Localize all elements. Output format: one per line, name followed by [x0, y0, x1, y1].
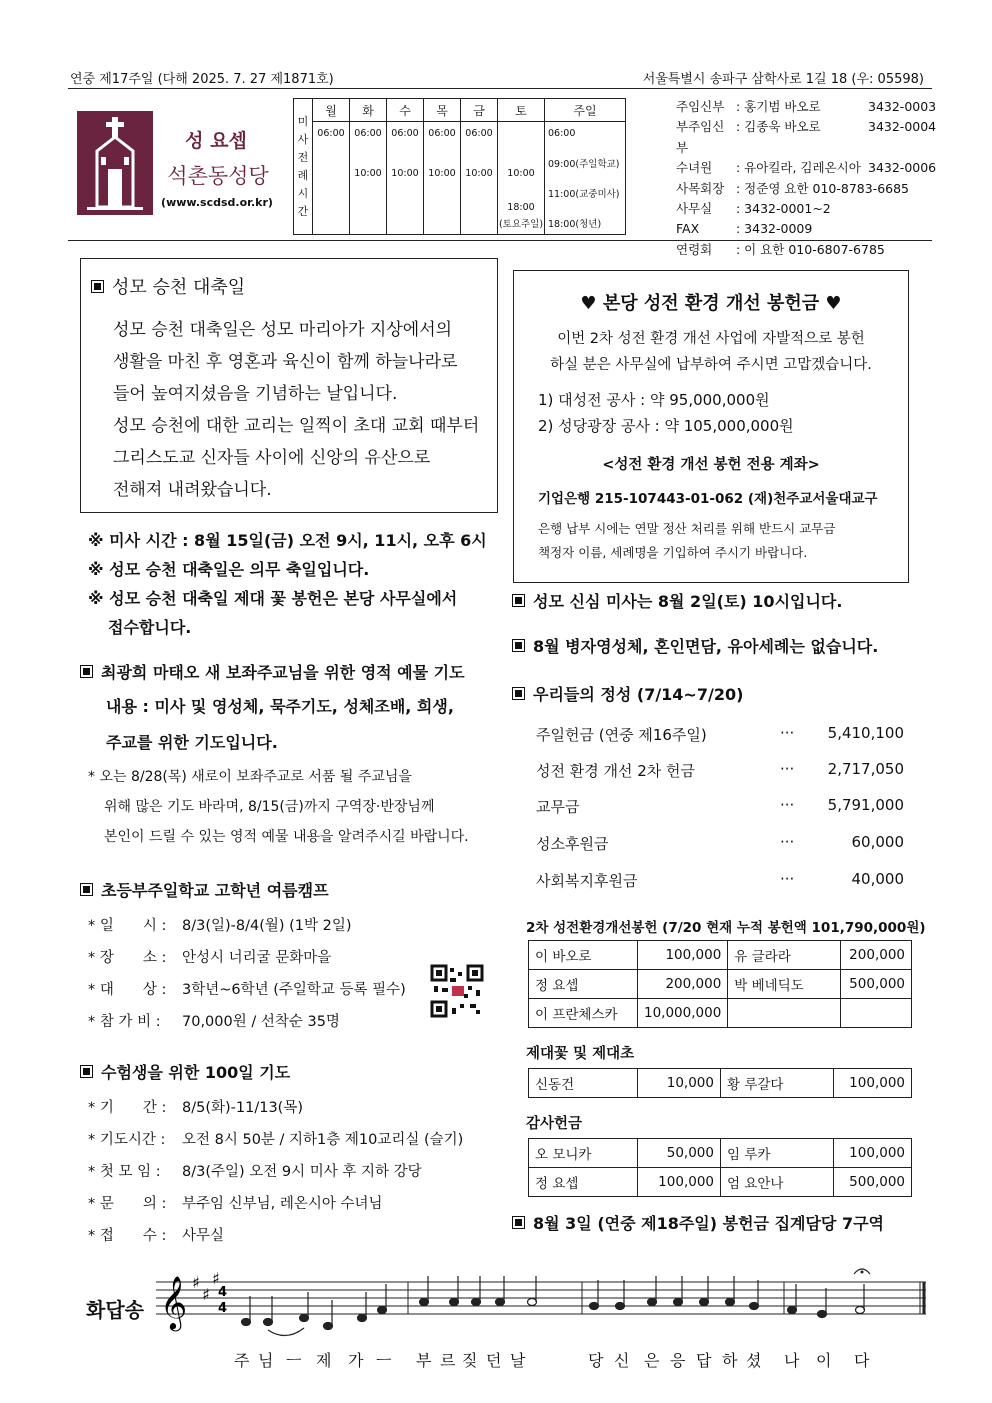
donation-note: 책정자 이름, 세례명을 기입하여 주시기 바랍니다.: [538, 545, 808, 560]
offering-dots: ···: [780, 833, 795, 851]
collection-duty: 8월 3일 (연중 제18주일) 봉헌금 집계담당 7구역: [512, 1211, 884, 1234]
offering-dots: ···: [780, 760, 795, 778]
svg-text:♯: ♯: [212, 1269, 220, 1288]
donation-item: 2) 성당광장 공사 : 약 105,000,000원: [538, 417, 794, 435]
assumption-line: 생활을 마친 후 영혼과 육신이 함께 하늘나라로: [113, 352, 458, 372]
assumption-note: ※ 성모 승천 대축일 제대 꽃 봉헌은 본당 사무실에서: [88, 589, 458, 608]
schedule-side-label: 미 사 전 례 시 간: [294, 99, 313, 235]
camp-item: * 대 상 : 3학년~6학년 (주일학교 등록 필수): [88, 982, 406, 998]
day-mon: 월: [313, 99, 350, 122]
issue-info: 연중 제17주일 (다해 2025. 7. 27 제1871호): [70, 72, 334, 87]
assumption-note: ※ 성모 승천 대축일은 의무 축일입니다.: [88, 560, 370, 579]
table-row: 정 요셉 200,000 박 베네딕도 500,000: [529, 970, 912, 999]
env-gift-table: [528, 940, 912, 1028]
notice-marian-mass: 성모 신심 미사는 8월 2일(토) 10시입니다.: [512, 589, 842, 612]
thanks-title: 감사헌금: [526, 1116, 583, 1132]
exam-prayer-item: * 접 수 : 사무실: [88, 1228, 225, 1244]
assumption-note: 접수합니다.: [108, 618, 192, 637]
treble-clef-icon: 𝄞: [160, 1275, 188, 1329]
square-bullet-icon: [91, 280, 104, 293]
bishop-prayer-note: * 오는 8/28(목) 새로이 보좌주교로 서품 될 주교님을: [88, 769, 412, 785]
env-gift-title: 2차 성전환경개선봉헌 (7/20 현재 누적 봉헌액 101,790,000원): [526, 920, 926, 936]
bishop-prayer-note: 본인이 드릴 수 있는 영적 예물 내용을 알려주시길 바랍니다.: [104, 829, 469, 845]
offering-label: 성전 환경 개선 2차 헌금: [536, 762, 696, 780]
offering-amount: 40,000: [851, 870, 904, 888]
donation-item: 1) 대성전 공사 : 약 95,000,000원: [538, 391, 770, 409]
offering-amount: 5,791,000: [827, 796, 904, 814]
svg-text:♯: ♯: [192, 1273, 200, 1292]
assumption-line: 들어 높여지셨음을 기념하는 날입니다.: [113, 384, 398, 404]
qr-code-icon[interactable]: [430, 964, 484, 1018]
donation-intro: 이번 2차 성전 환경 개선 사업에 자발적으로 봉헌: [557, 331, 865, 347]
offering-label: 교무금: [536, 798, 580, 816]
table-row: 이 프란체스카 10,000,000: [529, 999, 912, 1028]
church-name: 석촌동성당: [167, 164, 269, 188]
header-rule-bottom: [68, 240, 932, 241]
contact-list: 주임신부 : 홍기범 바오로 3432-0003 부주임신부 : 김종욱 바오로 3432-0004 수녀원 : 유아킬라, 김레온시아 3432-0006 사목회장 : 정준영 요한 010-8783-6685 사무실 : 3432-0001~2 FAX : 3432-0009 연령회 : 이 요한 010-6807-6785: [676, 99, 937, 257]
square-bullet-icon: [512, 1216, 525, 1229]
assumption-line: 성모 승천 대축일은 성모 마리아가 지상에서의: [113, 320, 453, 340]
offering-amount: 60,000: [851, 833, 904, 851]
assumption-line: 전해져 내려왔습니다.: [113, 480, 272, 500]
bishop-prayer-line: 주교를 위한 기도입니다.: [106, 733, 278, 752]
bank-account: 기업은행 215-107443-01-062 (재)천주교서울대교구: [538, 491, 878, 507]
camp-item: * 장 소 : 안성시 너리굴 문화마을: [88, 950, 332, 966]
mass-schedule-table: 미 사 전 례 시 간 월 화 수 목 금 토 주일 06:00 06:00 10:00 06:00 10:00 06:00 10:00 06:00 10:00 10:00 18:00 (토요주일) 06:00 09:00(주일학교) 11:00(교중미사) 18:00(청년): [293, 98, 626, 235]
offerings-title: 우리들의 정성 (7/14~7/20): [512, 682, 743, 705]
assumption-line: 그리스도교 신자들 사이에 신앙의 유산으로: [113, 448, 431, 468]
table-row: 정 요셉 100,000 엄 요안나 500,000: [529, 1168, 912, 1197]
square-bullet-icon: [80, 883, 93, 896]
table-row: 이 바오로 100,000 유 글라라 200,000: [529, 941, 912, 970]
svg-text:4: 4: [218, 1285, 228, 1300]
square-bullet-icon: [80, 665, 93, 678]
day-fri: 금: [461, 99, 498, 122]
donation-title: ♥ 본당 성전 환경 개선 봉헌금 ♥: [580, 293, 842, 314]
altar-title: 제대꽃 및 제대초: [526, 1046, 635, 1062]
day-thu: 목: [424, 99, 461, 122]
church-website[interactable]: (www.scdsd.or.kr): [161, 196, 273, 209]
bishop-prayer-title: 최광희 마태오 새 보좌주교님을 위한 영적 예물 기도: [80, 660, 465, 683]
camp-title: 초등부주일학교 고학년 여름캠프: [80, 878, 329, 901]
assumption-line: 성모 승천에 대한 교리는 일찍이 초대 교회 때부터: [113, 416, 480, 436]
exam-prayer-item: * 기 간 : 8/5(화)-11/13(목): [88, 1100, 303, 1116]
exam-prayer-item: * 기도시간 : 오전 8시 50분 / 지하1층 제10교리실 (슬기): [88, 1132, 464, 1148]
assumption-note: ※ 미사 시간 : 8월 15일(금) 오전 9시, 11시, 오후 6시: [88, 531, 487, 550]
header-rule-top: [68, 88, 932, 89]
bishop-prayer-line: 내용 : 미사 및 영성체, 묵주기도, 성체조배, 희생,: [106, 697, 454, 716]
church-logo: [77, 111, 153, 215]
church-name-saint: 성 요셉: [185, 130, 247, 152]
day-sat: 토: [498, 99, 545, 122]
offering-label: 성소후원금: [536, 835, 609, 853]
account-title: <성전 환경 개선 봉헌 전용 계좌>: [602, 457, 820, 473]
donation-note: 은행 납부 시에는 연말 정산 처리를 위해 반드시 교무금: [538, 521, 836, 536]
square-bullet-icon: [512, 594, 525, 607]
svg-text:4: 4: [218, 1301, 228, 1316]
assumption-box: [80, 258, 498, 513]
table-row: 오 모니카 50,000 임 루카 100,000: [529, 1139, 912, 1168]
church-address: 서울특별시 송파구 삼학사로 1길 18 (우: 05598): [642, 72, 924, 87]
day-sun: 주일: [545, 99, 626, 122]
offering-amount: 2,717,050: [827, 760, 904, 778]
altar-table: [528, 1068, 912, 1098]
offering-amount: 5,410,100: [827, 724, 904, 742]
donation-box: [513, 270, 909, 583]
exam-prayer-item: * 문 의 : 부주임 신부님, 레온시아 수녀님: [88, 1196, 383, 1212]
church-building-icon: [77, 111, 153, 215]
offering-dots: ···: [780, 870, 795, 888]
camp-item: * 일 시 : 8/3(일)-8/4(월) (1박 2일): [88, 918, 352, 934]
square-bullet-icon: [80, 1065, 93, 1078]
offering-dots: ···: [780, 796, 795, 814]
square-bullet-icon: [512, 687, 525, 700]
offering-dots: ···: [780, 724, 795, 742]
thanks-table: [528, 1138, 912, 1197]
table-row: 신동건 10,000 황 루갈다 100,000: [529, 1069, 912, 1098]
day-tue: 화: [350, 99, 387, 122]
notice-no-sacraments: 8월 병자영성체, 혼인면담, 유아세례는 없습니다.: [512, 634, 878, 657]
svg-text:♯: ♯: [202, 1285, 210, 1304]
donation-intro: 하실 분은 사무실에 납부하여 주시면 고맙겠습니다.: [550, 357, 872, 373]
day-wed: 수: [387, 99, 424, 122]
square-bullet-icon: [512, 639, 525, 652]
psalm-music-staff: [156, 1258, 932, 1348]
offering-label: 주일헌금 (연중 제16주일): [536, 726, 707, 744]
psalm-lyrics: 주 님 ㅡ 제 가 ㅡ 부 르 짖 던 날 당 신 은 응 답 하 셨 나 이 다: [234, 1351, 870, 1370]
offering-label: 사회복지후원금: [536, 872, 638, 890]
bishop-prayer-note: 위해 많은 기도 바라며, 8/15(금)까지 구역장·반장님께: [104, 799, 435, 815]
psalm-label: 화답송: [86, 1298, 144, 1322]
camp-item: * 참 가 비 : 70,000원 / 선착순 35명: [88, 1014, 340, 1030]
exam-prayer-title: 수험생을 위한 100일 기도: [80, 1060, 290, 1083]
exam-prayer-item: * 첫 모 임 : 8/3(주일) 오전 9시 미사 후 지하 강당: [88, 1164, 422, 1180]
assumption-title: 성모 승천 대축일: [91, 273, 245, 299]
